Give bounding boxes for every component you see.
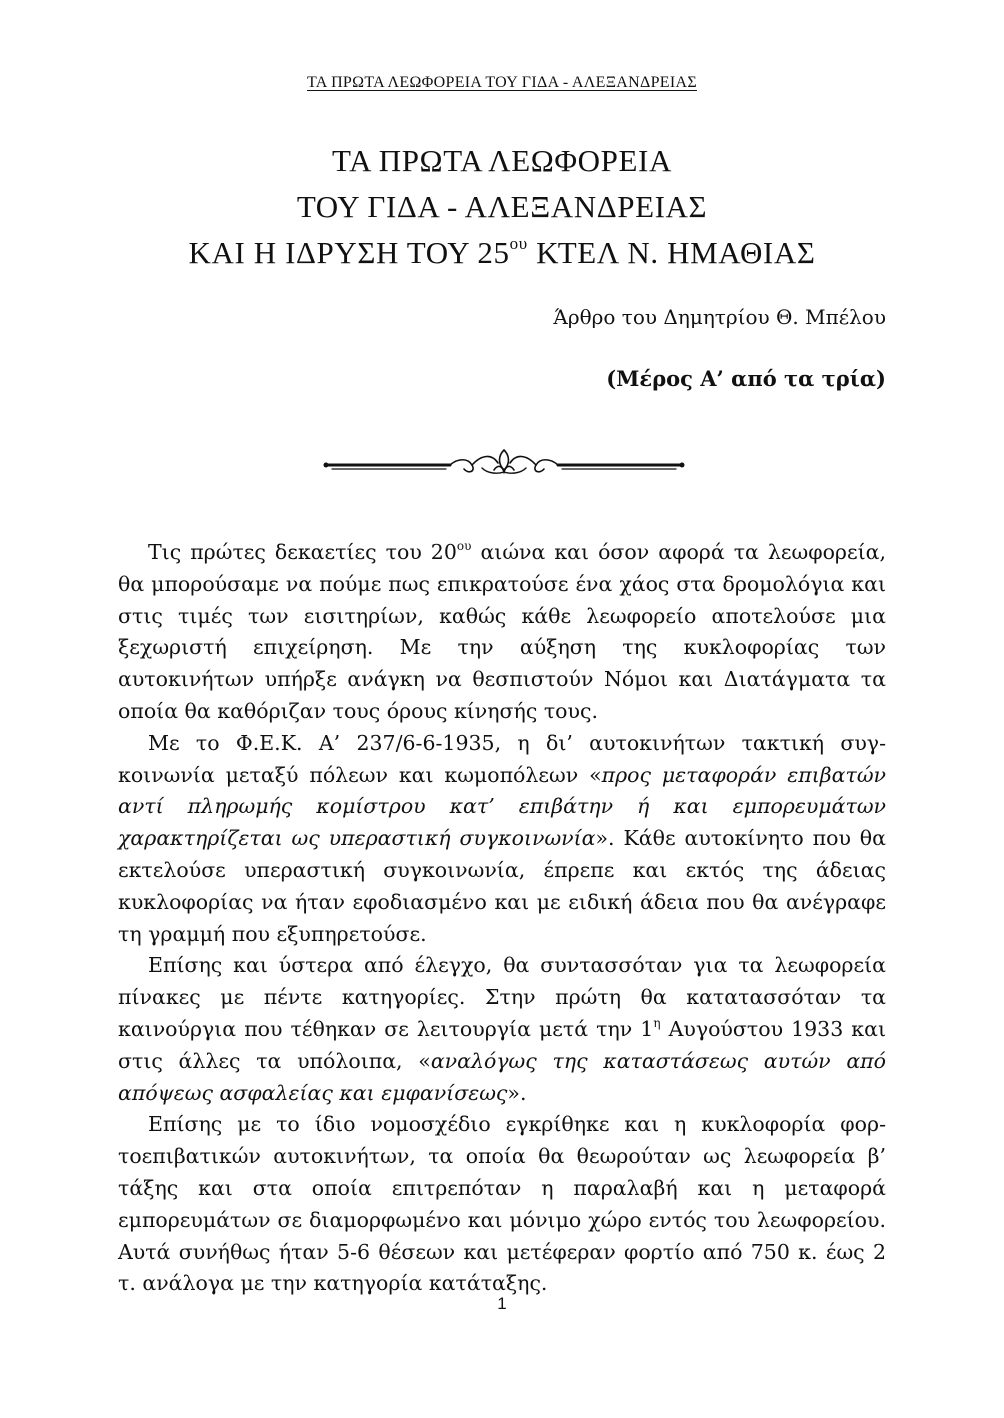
paragraph-2-rest: ». Κάθε αυτοκίνητο που θα εκτελούσε υπεραστική συγκοινωνία, έπρεπε και εκτός της άδειας κυκλοφορίας να ήταν εφοδιασμένο και με ειδική άδεια που θα ανέγραφε τη γραμμή που εξυπηρετούσε. [118, 826, 886, 946]
running-header-text: ΤΑ ΠΡΩΤΑ ΛΕΩΦΟΡΕΙΑ ΤΟΥ ΓΙΔΑ - ΑΛΕΞΑΝΔΡΕΙΑΣ [307, 74, 697, 91]
paragraph-3-end: ». [507, 1080, 527, 1105]
title-ordinal-suffix: ου [509, 234, 528, 253]
paragraph-3-middle: Αυγούστου 1933 και στις άλλες τα υπόλοιπα, « [118, 1016, 886, 1073]
paragraph-3 [118, 950, 886, 1109]
ordinal-suffix: η [653, 1015, 661, 1030]
paragraph-1 [118, 537, 886, 728]
paragraph-2-start: Με το Φ.Ε.Κ. Α’ 237/6-6-1935, η δι’ αυτοκινήτων τακτική συγκοινωνία μεταξύ πόλεων και κωμοπόλεων « [118, 730, 886, 787]
paragraph-4: Επίσης με το ίδιο νομοσχέδιο εγκρίθηκε και η κυκλοφορία φορτοεπιβατικών αυτοκινήτων, τα οποία θα θεωρούταν ως λεωφορεία β’ τάξης και στα οποία επιτρεπόταν η παραλαβή και η μεταφορά εμπορευμάτων σε διαμορφωμένο και μόνιμο χώρο εντός του λεωφορείου. Αυτά συνήθως ήταν 5-6 θέσεων και μετέφεραν φορτίο από 750 κ. έως 2 τ. ανάλογα με την κατηγορία κατάταξης. [118, 1112, 886, 1296]
part-label: (Μέρος Α’ από τα τρία) [606, 366, 886, 391]
title-line-3-start: ΚΑΙ Η ΙΔΡΥΣΗ ΤΟΥ 25 [188, 235, 510, 270]
legal-quote: προς μεταφοράν επιβατών αντί πληρωμής κομίστρου κατ’ επιβάτην ή και εμπορευμάτων χαρακτηρίζεται ως υπεραστική συγκοινωνία [118, 762, 886, 851]
title-line-1: ΤΑ ΠΡΩΤΑ ΛΕΩΦΟΡΕΙΑ [332, 143, 672, 178]
author-byline: Άρθρο του Δημητρίου Θ. Μπέλου [553, 305, 886, 329]
running-header [0, 74, 1004, 92]
paragraph-1-rest: αιώνα και όσον αφορά τα λεωφορεία, θα μπορούσαμε να πούμε πως επικρατούσε ένα χάος στα δρομολόγια και στις τιμές των εισιτηρίων, καθώς κάθε λεωφορείο αποτελούσε μια ξεχωριστή επιχείρηση. Με την αύξηση της κυκλοφορίας των αυτοκινήτων υπήρξε ανάγκη να θεσπιστούν Νόμοι και Διατάγματα τα οποία θα καθόριζαν τους όρους κίνησής τους. [118, 540, 886, 723]
paragraph-1-start: Τις πρώτες δεκαετίες του 20 [148, 540, 457, 564]
scroll-flourish-icon [322, 446, 686, 480]
title-line-3-end: ΚΤΕΛ Ν. ΗΜΑΘΙΑΣ [527, 235, 816, 270]
paragraph-2 [118, 728, 886, 951]
page-number: 1 [497, 1294, 507, 1313]
legal-quote: αναλόγως της καταστάσεως αυτών από απόψεως ασφαλείας και εμφανίσεως [118, 1048, 886, 1105]
article-title [0, 138, 1004, 276]
paragraph-3-start: Επίσης και ύστερα από έλεγχο, θα συντασσόταν για τα λεωφορεία πίνακες με πέντε κατηγορίες. Στην πρώτη θα κατατασσόταν τα καινούργια που τέθηκαν σε λειτουργία μετά την 1 [118, 953, 886, 1041]
title-line-2: ΤΟΥ ΓΙΔΑ - ΑΛΕΞΑΝΔΡΕΙΑΣ [296, 189, 708, 224]
title-line-3 [0, 230, 1004, 276]
article-body [118, 537, 886, 1300]
ordinal-suffix: ου [456, 539, 472, 553]
